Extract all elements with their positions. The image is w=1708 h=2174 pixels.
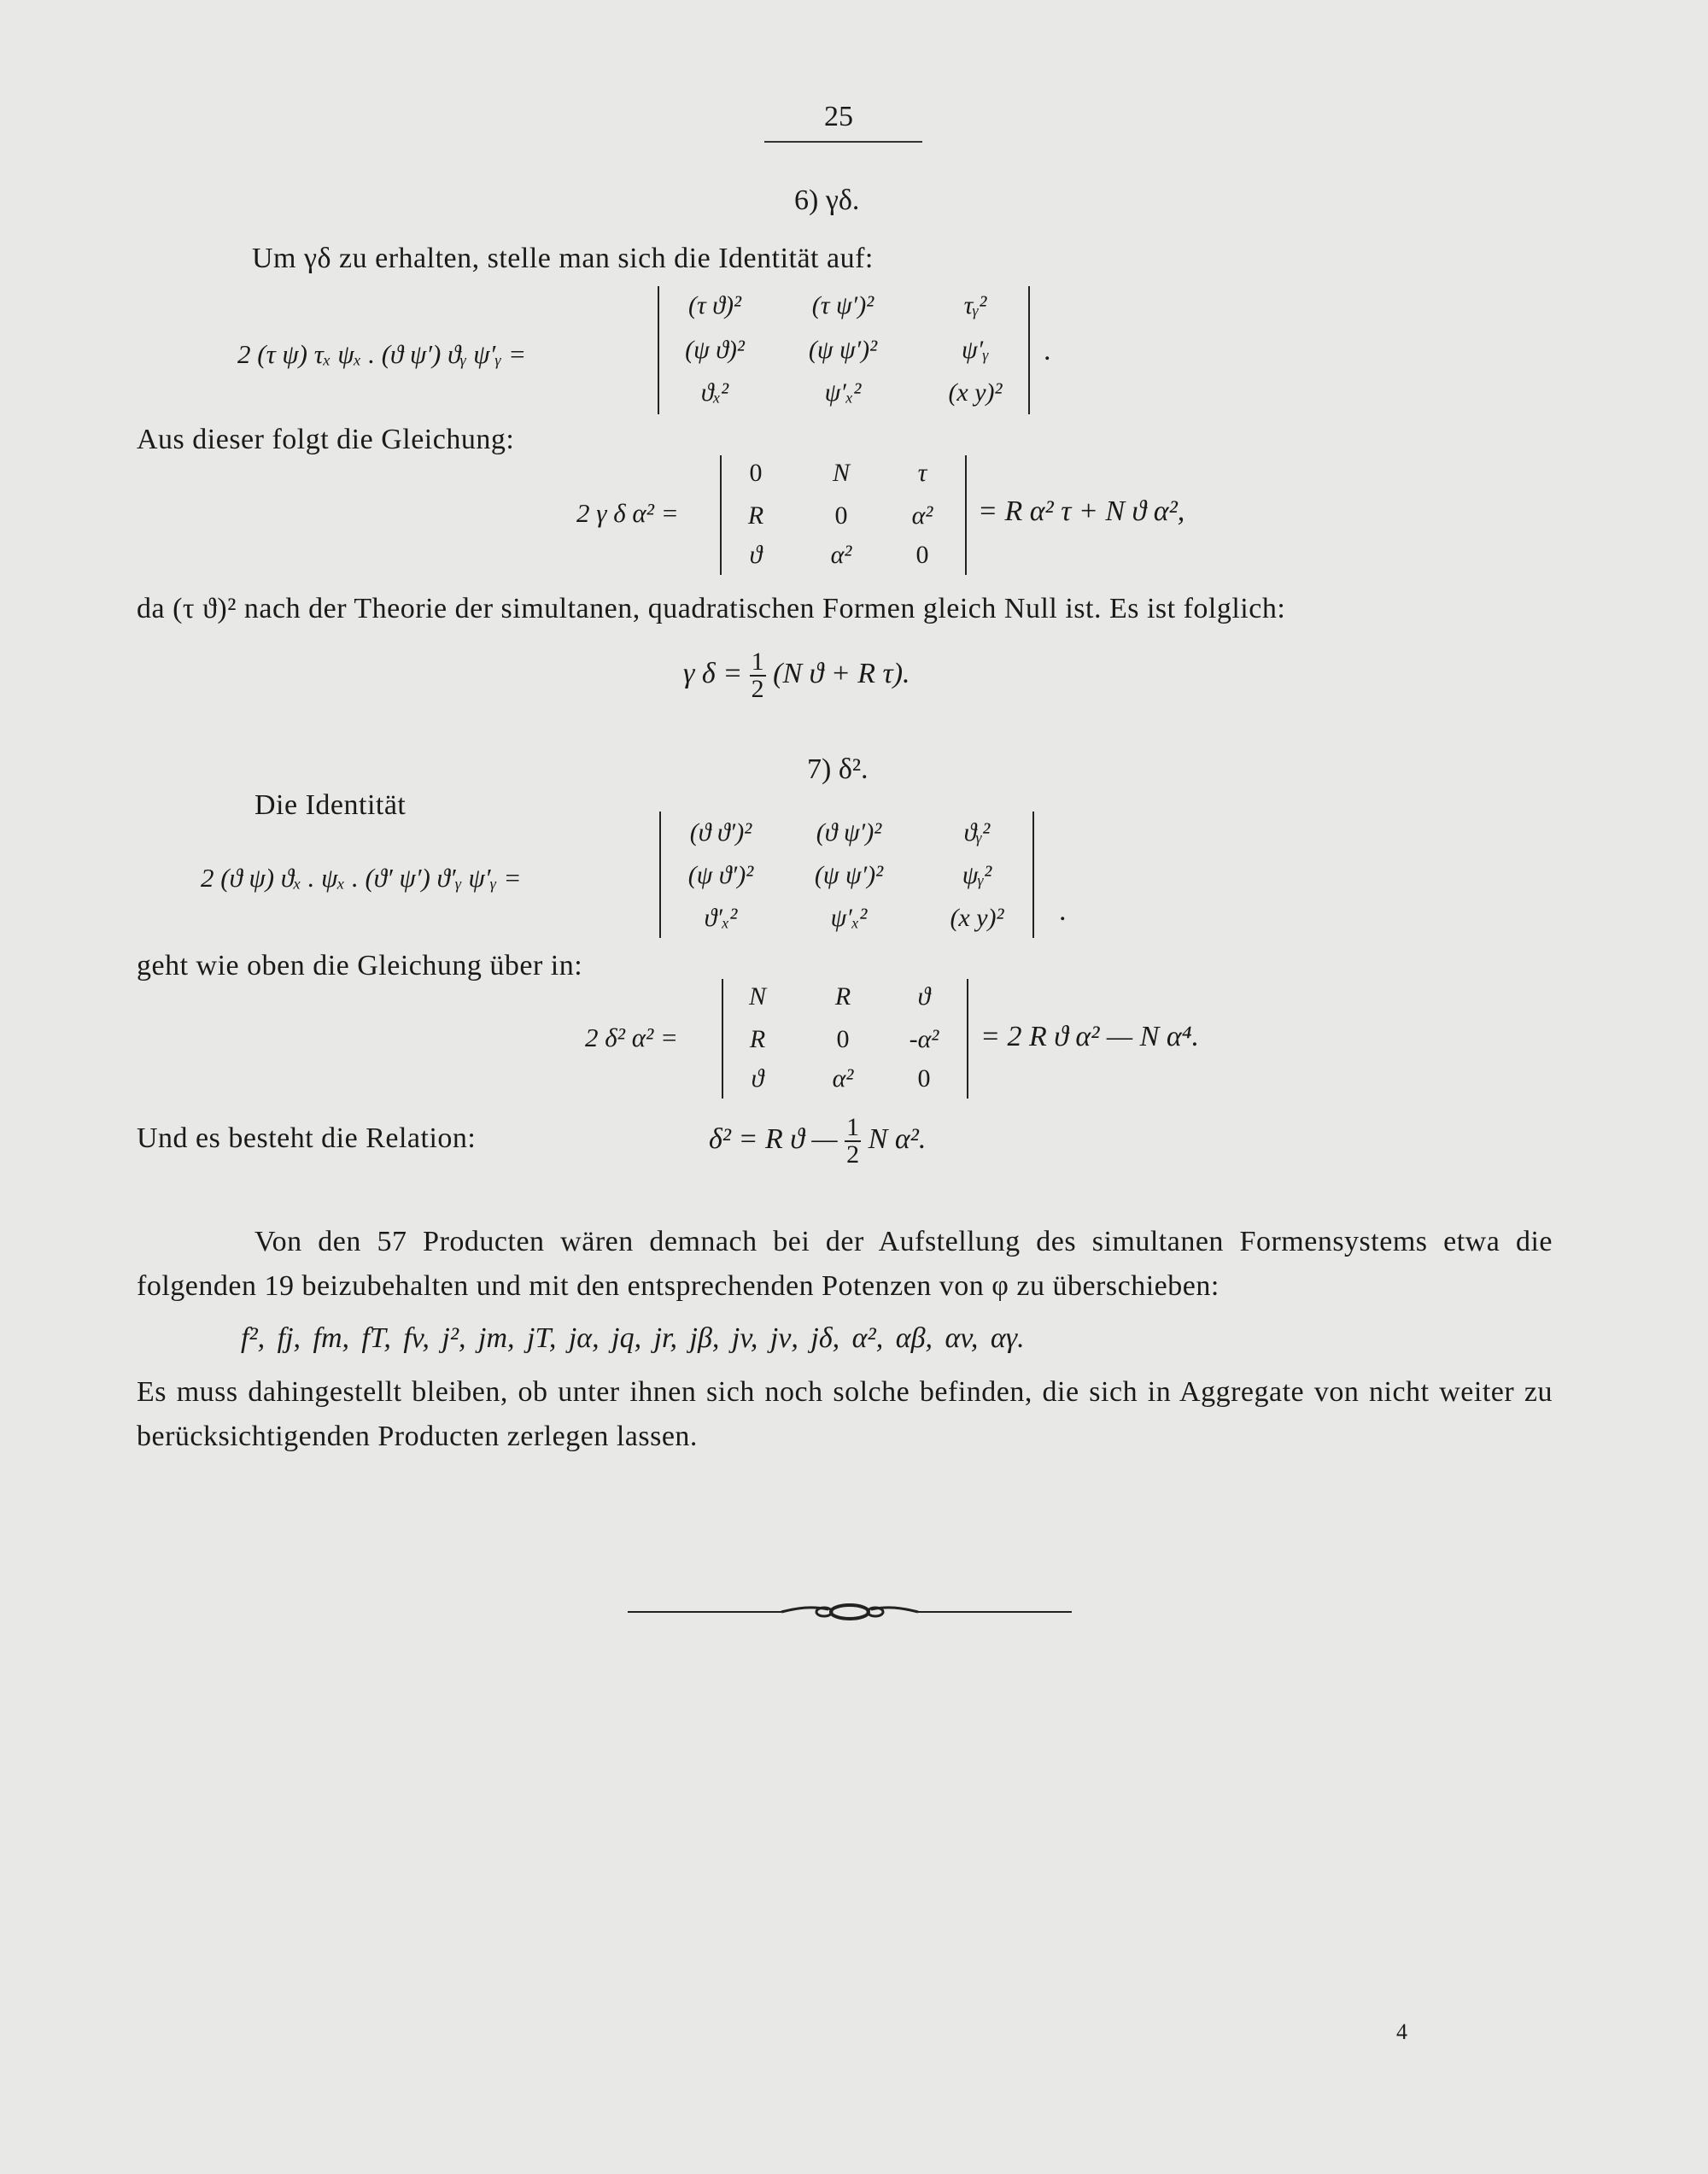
section6-result-rhs: (N ϑ + R τ). xyxy=(773,657,910,689)
det-cell: ψ′ₓ² xyxy=(824,378,862,407)
det-cell: ϑᵧ² xyxy=(963,818,991,847)
det-cell: 0 xyxy=(834,501,848,530)
section6-identity-lhs: 2 (τ ψ) τₓ ψₓ . (ϑ ψ′) ϑᵧ ψ′ᵧ = xyxy=(237,339,527,369)
section7-eq-determinant xyxy=(722,979,968,1099)
section6-eq-lhs: 2 γ δ α² = xyxy=(576,498,679,528)
section6-heading: 6) γδ. xyxy=(794,185,860,216)
det-cell: α² xyxy=(832,1064,854,1093)
det-cell: ψᵧ² xyxy=(962,861,992,889)
section7-identity-determinant xyxy=(659,812,1034,938)
section6-result-fraction xyxy=(750,649,766,702)
section7-relation-lhs: δ² = R ϑ — xyxy=(709,1122,838,1155)
fraction-denominator: 2 xyxy=(846,1140,860,1169)
det-cell: τ xyxy=(917,459,927,487)
det-cell: (ψ ψ′)² xyxy=(814,861,884,889)
det-cell: (ϑ ϑ′)² xyxy=(689,818,752,847)
section6-identity-determinant xyxy=(658,286,1030,414)
det-cell: (ψ ψ′)² xyxy=(808,336,878,364)
section6-intro: Um γδ zu erhalten, stelle man sich die Identität auf: xyxy=(252,243,874,274)
det-cell: R xyxy=(749,1025,766,1053)
det-cell: 0 xyxy=(915,541,929,569)
section7-eq-rhs: = 2 R ϑ α² — N α⁴. xyxy=(980,1021,1200,1052)
det-cell: (ψ ϑ)² xyxy=(685,336,745,364)
conclusion-paragraph-2: Es muss dahingestellt bleiben, ob unter ihnen sich noch solche befinden, die sich in Aggregate von nicht weiter zu berücksichtigenden Producten zerlegen lassen. xyxy=(137,1376,1553,1452)
fraction-numerator: 1 xyxy=(846,1113,860,1141)
fraction-numerator: 1 xyxy=(751,648,764,676)
section6-follow: Aus dieser folgt die Gleichung: xyxy=(137,424,515,455)
det-cell: R xyxy=(747,501,764,530)
section7-relation-intro: Und es besteht die Relation: xyxy=(137,1122,477,1154)
section7-identity-lhs: 2 (ϑ ψ) ϑₓ . ψₓ . (ϑ′ ψ′) ϑ′ᵧ ψ′ᵧ = xyxy=(201,863,522,893)
det-cell: τᵧ² xyxy=(963,291,987,319)
section7-relation-fraction xyxy=(845,1115,861,1168)
section6-theory-note: da (τ ϑ)² nach der Theorie der simultanen, quadratischen Formen gleich Null ist. Es ist folglich: xyxy=(137,593,1286,624)
det-cell: (τ ψ′)² xyxy=(811,291,874,319)
det-cell: ϑ xyxy=(751,1064,764,1093)
det-cell: N xyxy=(832,459,850,487)
section6-identity-end: . xyxy=(1044,335,1051,366)
det-cell: ψ′ᵧ xyxy=(961,336,990,364)
det-cell: (x y)² xyxy=(950,904,1004,932)
section7-eq-lhs: 2 δ² α² = xyxy=(585,1023,678,1052)
det-cell: α² xyxy=(911,501,933,530)
det-cell: ϑ xyxy=(749,541,763,569)
det-cell: 0 xyxy=(749,459,763,487)
section6-eq-determinant xyxy=(720,455,967,575)
section7-follow: geht wie oben die Gleichung über in: xyxy=(137,950,583,982)
section6-result xyxy=(683,649,910,702)
det-cell: (ψ ϑ′)² xyxy=(687,861,754,889)
det-cell: 0 xyxy=(836,1025,850,1053)
section7-identity-end: . xyxy=(1059,895,1067,927)
conclusion-products: f², fj, fm, fT, fv, j², jm, jT, jα, jq, jr, jβ, jv, jν, jδ, α², αβ, αv, αγ. xyxy=(241,1322,1025,1354)
det-cell: α² xyxy=(830,541,852,569)
det-cell: (ϑ ψ′)² xyxy=(816,818,882,847)
section7-relation-rhs: N α². xyxy=(868,1122,927,1155)
section6-eq-rhs: = R α² τ + N ϑ α², xyxy=(978,495,1185,527)
det-cell: R xyxy=(834,982,851,1011)
section7-intro: Die Identität xyxy=(254,789,407,821)
det-cell: -α² xyxy=(909,1025,939,1053)
section7-relation xyxy=(709,1115,926,1168)
det-cell: (x y)² xyxy=(948,378,1003,407)
footer-signature: 4 xyxy=(1396,2019,1407,2044)
conclusion-paragraph-1: Von den 57 Producten wären demnach bei der Aufstellung des simultanen Formensystems etwa die folgenden 19 beizubehalten und mit den entsprechenden Potenzen von φ zu überschieben: xyxy=(137,1226,1553,1302)
det-cell: ψ′ₓ² xyxy=(830,904,868,932)
det-cell: (τ ϑ)² xyxy=(688,291,741,319)
page-number: 25 xyxy=(824,101,853,132)
section7-heading: 7) δ². xyxy=(807,753,869,785)
section6-result-lhs: γ δ = xyxy=(683,657,743,689)
page-number-rule xyxy=(764,141,922,143)
end-ornament-icon xyxy=(628,1599,1072,1625)
det-cell: ϑₓ² xyxy=(700,378,729,407)
det-cell: ϑ′ₓ² xyxy=(704,904,738,932)
det-cell: ϑ xyxy=(917,982,931,1011)
det-cell: N xyxy=(748,982,766,1011)
fraction-denominator: 2 xyxy=(751,675,764,703)
det-cell: 0 xyxy=(917,1064,931,1093)
